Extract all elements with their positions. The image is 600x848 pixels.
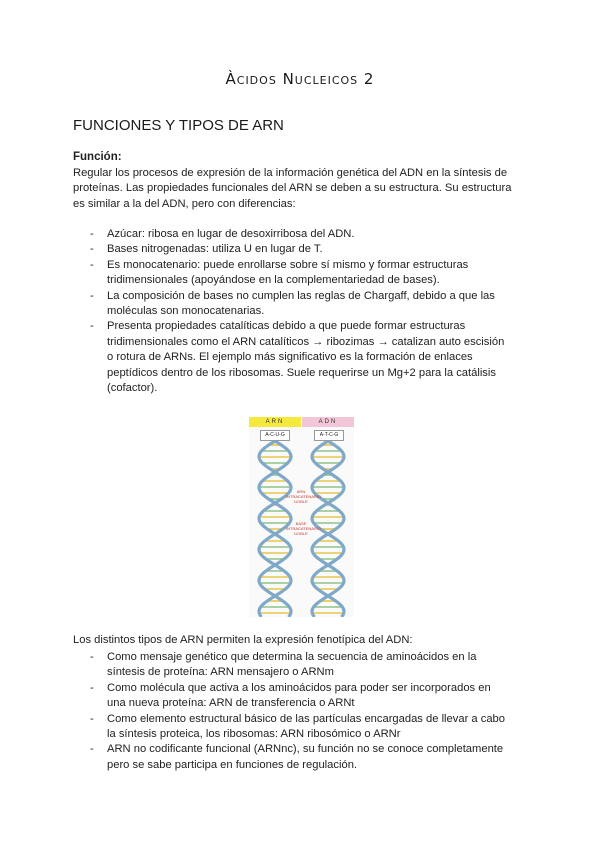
- list-item: - Presenta propiedades catalíticas debido a que puede formar estructuras tridimensionales como el ARN catalíticos → ribozimas → catalizan auto escisión o rotura de ARNs. El ejemplo más significativo es la formación de enlaces peptídicos dentro de los ribosomas. Suele requerirse un Mg+2 para la catálisis (cofactor).: [90, 319, 510, 396]
- list-item: - Es monocatenario: puede enrollarse sobre sí mismo y formar estructuras tridimensionales (apoyándose en la complementariedad de bases).: [90, 258, 510, 289]
- figure-header-adn: ADN: [302, 417, 354, 427]
- function-paragraph: Regular los procesos de expresión de la información genética del ADN en la síntesis de proteínas. Las propiedades funcionales del ARN se deben a su estructura. Su estructura es similar a la del ADN, pero con diferencias:: [73, 167, 512, 210]
- list-item: - Como elemento estructural básico de las partículas encargadas de llevar a cabo la síntesis proteica, los ribosomas: ARN ribosómico o ARNr: [90, 712, 510, 743]
- figure-label-upper: ARN INTRACATENARIO DOBLE: [286, 489, 322, 504]
- list-item: - Como molécula que activa a los aminoácidos para poder ser incorporados en una nueva proteína: ARN de transferencia o ARNt: [90, 681, 510, 712]
- section-heading: FUNCIONES Y TIPOS DE ARN: [73, 117, 284, 134]
- figure-bases-arn: A-C-U-G: [260, 430, 290, 441]
- figure-bases-adn: A-T-C-G: [314, 430, 344, 441]
- function-label: Función:: [73, 151, 122, 163]
- list-item: - Bases nitrogenadas: utiliza U en lugar de T.: [90, 242, 510, 257]
- page-title: Àcidos Nucleicos 2: [225, 70, 375, 88]
- list-item: - Azúcar: ribosa en lugar de desoxirribosa del ADN.: [90, 227, 510, 242]
- types-intro: Los distintos tipos de ARN permiten la expresión fenotípica del ADN:: [73, 634, 413, 646]
- figure-header-arn: ARN: [249, 417, 301, 427]
- list-item: - La composición de bases no cumplen las reglas de Chargaff, debido a que las moléculas son monocatenarias.: [90, 289, 510, 320]
- types-list: [90, 650, 510, 773]
- list-item: - ARN no codificante funcional (ARNnc), su función no se conoce completamente pero se sabe participa en funciones de regulación.: [90, 742, 510, 773]
- arn-adn-figure: [249, 417, 354, 617]
- differences-list: [90, 227, 510, 396]
- list-item: - Como mensaje genético que determina la secuencia de aminoácidos en la síntesis de proteína: ARN mensajero o ARNm: [90, 650, 510, 681]
- figure-label-lower: BASE INTRACATENARIO DOBLE: [286, 521, 322, 536]
